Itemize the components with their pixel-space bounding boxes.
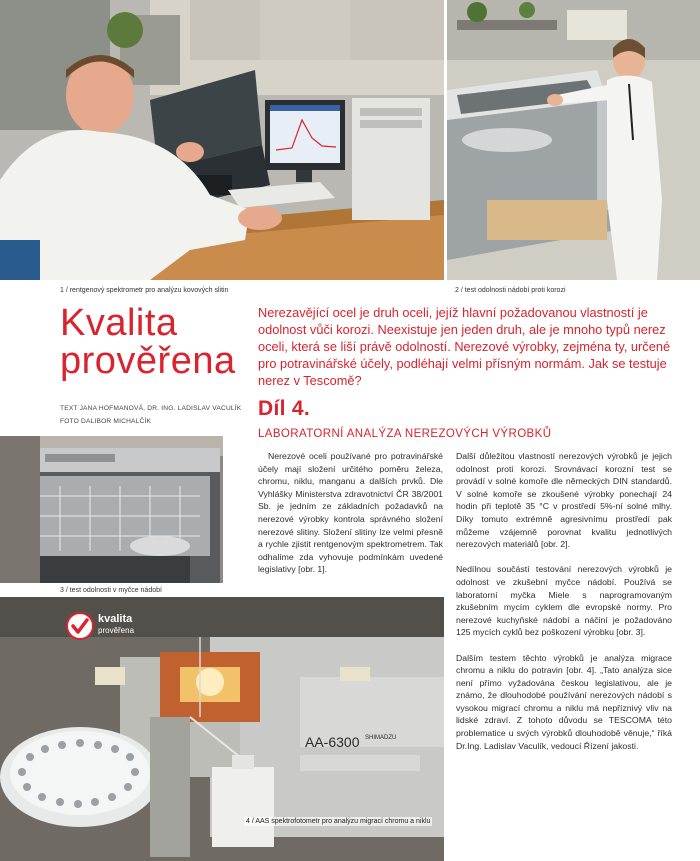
text-column-2 (456, 450, 672, 765)
photo-salt-chamber (447, 0, 700, 280)
part-number: Díl 4. (258, 397, 310, 420)
photo-caption-2: 2 / test odolnosti nádobí proti korozi (455, 287, 566, 294)
title-line-1: Kvalita (60, 302, 178, 344)
col2-paragraph-1: Další důležitou vlastností nerezových výrobků je jejich odolnost proti korozi. Srovnávací korozní test se provádí v solné komoře dle německých DIN standardů. V solné komoře se zkoušené výrobky ponechají 24 hodin při teplotě 35 °C v prostředí 5%-ní solné mlhy. Díky tomuto extrémně agresivnímu prostředí pak můžeme vzájemně porovnat kvalitu jednotlivých nerezových materiálů [obr. 2]. (456, 451, 672, 550)
salt-chamber-photo-art (447, 0, 700, 280)
col2-paragraph-3: Dalším testem těchto výrobků je analýza migrace chromu a niklu do potravin [obr. 4]. „Tato analýza sice není přímo vyžadována českou legislativou, ale je známo, že dlouhodobé používání nerezových nádobí s vysokou migrací chromu a niklu má nepříznivý vliv na lidské zdraví. Z tohoto důvodu se TESCOMA této problematice u svých výrobků dlouhodobě věnuje,“ říká Dr.Ing. Ladislav Vaculík, vedoucí Řízení jakosti. (456, 652, 672, 751)
photo-caption-3: 3 / test odolnosti v myčce nádobí (60, 587, 162, 594)
logo-line-1: kvalita (98, 613, 133, 625)
credits-text: TEXT JANA HOFMANOVÁ, DR. ING. LADISLAV VACULÍK (60, 405, 242, 412)
aas-brand-label: SHIMADZU (365, 735, 397, 741)
aas-model-label: AA-6300 (305, 734, 360, 750)
photo-caption-4: 4 / AAS spektrofotometr pro analýzu migrací chromu a niklu (246, 818, 431, 825)
kvalita-proverena-logo (66, 612, 146, 640)
spectrometer-photo-art (0, 0, 444, 280)
photo-caption-1: 1 / rentgenový spektrometr pro analýzu kovových slitin (60, 287, 229, 294)
section-subhead: LABORATORNÍ ANALÝZA NEREZOVÝCH VÝROBKŮ (258, 428, 552, 440)
col2-paragraph-2: Nedílnou součástí testování nerezových výrobků je odolnost ve zkušební myčce nádobí. Používá se laboratorní myčka Miele s naprogramovaným zkušebním mycím cyklem dle evropské normy. Pro nerezové kuchyňské nádobí a náčiní je požadováno 125 mycích cyklů bez poškození výrobku [obr. 3]. (456, 564, 672, 638)
photo-spectrometer (0, 0, 444, 280)
checkmark-badge-icon (66, 612, 94, 640)
col1-paragraph-1: Nerezové oceli používané pro potravinářské účely mají složení určitého poměru železa, chromu, niklu, manganu a dalších prvků. Dle Vyhlášky Ministerstva zdravotnictví ČR 38/2001 Sb. je jedním ze základních požadavků na nerezové výrobky kontrola správného složení nerezové slitiny. Složení slitiny lze velmi přesně a rychle zjistit rentgenovým spektrometrem. Tak odhalíme zda vyhovuje podmínkám uvedené legislativy [obr. 1]. (258, 451, 443, 575)
photo-dishwasher (0, 436, 223, 583)
dishwasher-photo-art (0, 436, 223, 583)
article-title (60, 304, 236, 380)
lead-paragraph: Nerezavějící ocel je druh oceli, jejíž hlavní požadovanou vlastností je odolnost vůči korozi. Neexistuje jen jeden druh, ale je mnoho typů nerez oceli, která se liší právě odolností. Nerezové výrobky, zejména ty, určené pro potravinářské účely, podléhají velmi přísným normám. Jak se testuje nerez v Tescomě? (258, 305, 671, 388)
logo-line-2: prověřena (98, 626, 135, 635)
text-column-1 (258, 450, 443, 589)
title-line-2: prověřena (60, 340, 236, 382)
credits-photo: FOTO DALIBOR MICHALČÍK (60, 418, 152, 425)
